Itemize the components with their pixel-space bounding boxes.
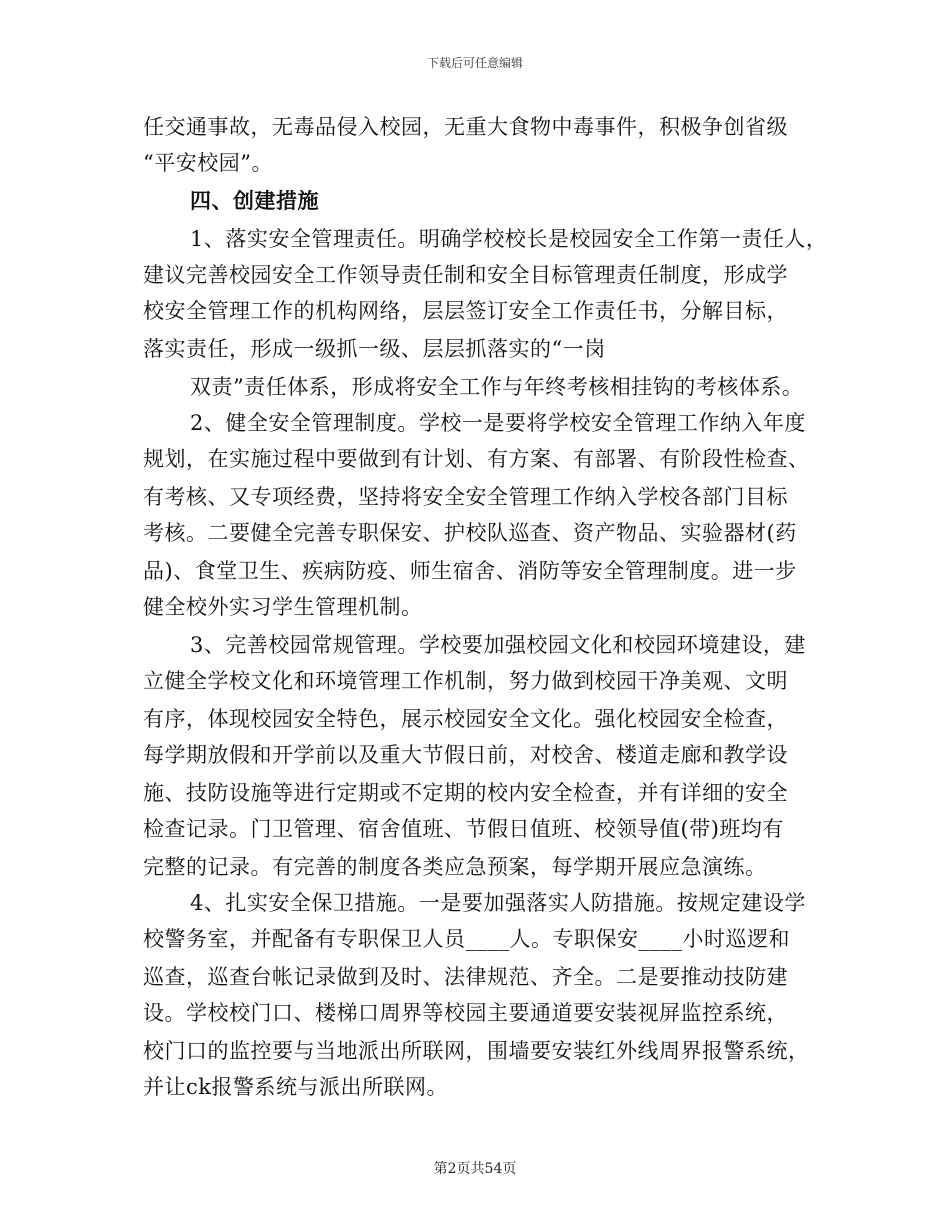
text-line: “平安校园”。 <box>143 151 273 175</box>
text-line: 巡查，巡查台帐记录做到及时、法律规范、齐全。二是要推动技防建 <box>143 965 788 989</box>
text-line: 落实责任，形成一级抓一级、层层抓落实的“一岗 <box>143 337 606 361</box>
text-line: 3、完善校园常规管理。学校要加强校园文化和校园环境建设，建 <box>190 633 806 657</box>
text-line: 完整的记录。有完善的制度各类应急预案，每学期开展应急演练。 <box>143 855 767 879</box>
text-line: 校门口的监控要与当地派出所联网，围墙要安装红外线周界报警系统， <box>143 1039 810 1063</box>
text-line: 建议完善校园安全工作领导责任制和安全目标管理责任制度，形成学 <box>143 263 788 287</box>
text-line: 设。学校校门口、楼梯口周界等校园主要通道要安装视屏监控系统， <box>143 1001 788 1025</box>
page-number: 第2页共54页 <box>433 1161 517 1177</box>
page-header: 下载后可任意编辑 <box>426 56 523 70</box>
section-heading: 四、创建措施 <box>190 188 319 213</box>
text-line: 校警务室，并配备有专职保卫人员____人。专职保安____小时巡逻和 <box>143 927 790 951</box>
text-line: 有考核、又专项经费，坚持将安全安全管理工作纳入学校各部门目标 <box>143 485 788 509</box>
text-line: 考核。二要健全完善专职保安、护校队巡查、资产物品、实验器材(药 <box>143 521 797 545</box>
text-line: 双责”责任体系，形成将安全工作与年终考核相挂钩的考核体系。 <box>190 375 804 399</box>
text-line: 规划，在实施过程中要做到有计划、有方案、有部署、有阶段性检查、 <box>143 447 810 471</box>
text-line: 健全校外实习学生管理机制。 <box>143 595 423 619</box>
text-line: 2、健全安全管理制度。学校一是要将学校安全管理工作纳入年度 <box>190 411 806 435</box>
text-line: 立健全学校文化和环境管理工作机制，努力做到校园干净美观、文明 <box>143 669 788 693</box>
text-line: 并让ck报警系统与派出所联网。 <box>143 1075 448 1099</box>
text-line: 检查记录。门卫管理、宿舍值班、节假日值班、校领导值(带)班均有 <box>143 817 784 841</box>
text-line: 任交通事故，无毒品侵入校园，无重大食物中毒事件，积极争创省级 <box>143 115 788 139</box>
text-line: 1、落实安全管理责任。明确学校校长是校园安全工作第一责任人， <box>190 227 828 251</box>
text-line: 4、扎实安全保卫措施。一是要加强落实人防措施。按规定建设学 <box>190 891 806 915</box>
text-line: 施、技防设施等进行定期或不定期的校内安全检查，并有详细的安全 <box>143 781 788 805</box>
text-line: 品)、食堂卫生、疾病防疫、师生宿舍、消防等安全管理制度。进一步 <box>143 559 797 583</box>
text-line: 每学期放假和开学前以及重大节假日前，对校舍、楼道走廊和教学设 <box>143 743 788 767</box>
text-line: 有序，体现校园安全特色，展示校园安全文化。强化校园安全检查， <box>143 707 788 731</box>
text-line: 校安全管理工作的机构网络，层层签订安全工作责任书，分解目标， <box>143 299 788 323</box>
